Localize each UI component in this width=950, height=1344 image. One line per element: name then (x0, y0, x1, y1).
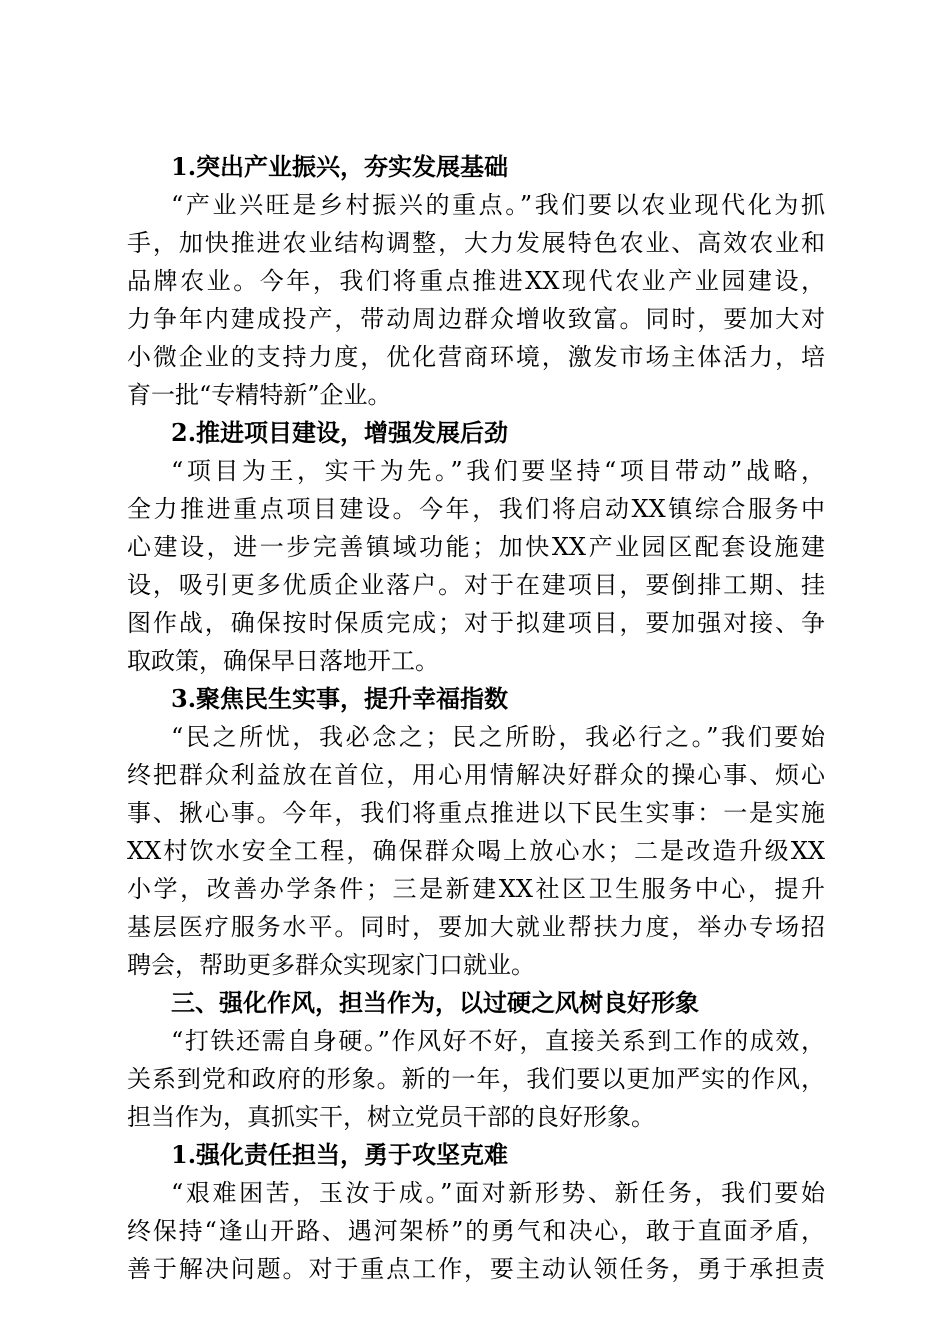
paragraph-work-style (127, 1024, 825, 1134)
paragraph-line: 育一批“专精特新”企业。 (127, 381, 392, 409)
paragraph-line: “艰难困苦，玉汝于成。”面对新形势、新任务，我们要始 (171, 1179, 825, 1207)
paragraph-line: XX村饮水安全工程，确保群众喝上放心水；二是改造升级XX (127, 837, 825, 865)
paragraph-industry (127, 188, 825, 412)
heading-industry: 1.突出产业振兴，夯实发展基础 (171, 152, 509, 181)
paragraph-line: 善于解决问题。对于重点工作，要主动认领任务，勇于承担责 (127, 1255, 825, 1283)
paragraph-projects (127, 454, 825, 678)
paragraph-line: 品牌农业。今年，我们将重点推进XX现代农业产业园建设， (127, 267, 825, 295)
paragraph-line: 全力推进重点项目建设。今年，我们将启动XX镇综合服务中 (127, 495, 825, 523)
paragraph-line: 心建设，进一步完善镇域功能；加快XX产业园区配套设施建 (127, 533, 825, 561)
paragraph-line: 担当作为，真抓实干，树立党员干部的良好形象。 (127, 1103, 655, 1131)
heading-work-style: 三、强化作风，担当作为，以过硬之风树良好形象 (171, 988, 699, 1017)
paragraph-line: 终把群众利益放在首位，用心用情解决好群众的操心事、烦心 (127, 761, 825, 789)
paragraph-line: 事、揪心事。今年，我们将重点推进以下民生实事：一是实施 (127, 799, 825, 827)
heading-responsibility: 1.强化责任担当，勇于攻坚克难 (171, 1140, 509, 1169)
paragraph-line: “民之所忧，我必念之；民之所盼，我必行之。”我们要始 (171, 723, 825, 751)
paragraph-line: 图作战，确保按时保质完成；对于拟建项目，要加强对接、争 (127, 609, 825, 637)
paragraph-line: “产业兴旺是乡村振兴的重点。”我们要以农业现代化为抓 (171, 191, 825, 219)
paragraph-line: “项目为王，实干为先。”我们要坚持“项目带动”战略， (171, 457, 825, 485)
paragraph-responsibility (127, 1176, 825, 1286)
paragraph-line: 基层医疗服务水平。同时，要加大就业帮扶力度，举办专场招 (127, 913, 825, 941)
paragraph-line: 手，加快推进农业结构调整，大力发展特色农业、高效农业和 (127, 229, 825, 257)
paragraph-line: 关系到党和政府的形象。新的一年，我们要以更加严实的作风， (127, 1065, 825, 1093)
paragraph-line: 取政策，确保早日落地开工。 (127, 647, 439, 675)
paragraph-line: 聘会，帮助更多群众实现家门口就业。 (127, 951, 535, 979)
paragraph-line: 小微企业的支持力度，优化营商环境，激发市场主体活力，培 (127, 343, 825, 371)
paragraph-line: “打铁还需自身硬。”作风好不好，直接关系到工作的成效， (171, 1027, 825, 1055)
heading-projects: 2.推进项目建设，增强发展后劲 (171, 418, 509, 447)
paragraph-line: 小学，改善办学条件；三是新建XX社区卫生服务中心，提升 (127, 875, 825, 903)
paragraph-line: 力争年内建成投产，带动周边群众增收致富。同时，要加大对 (127, 305, 825, 333)
heading-livelihood: 3.聚焦民生实事，提升幸福指数 (171, 684, 509, 713)
paragraph-livelihood (127, 720, 825, 982)
paragraph-line: 终保持“逢山开路、遇河架桥”的勇气和决心，敢于直面矛盾， (127, 1217, 825, 1245)
paragraph-line: 设，吸引更多优质企业落户。对于在建项目，要倒排工期、挂 (127, 571, 825, 599)
document-page (127, 150, 825, 1290)
